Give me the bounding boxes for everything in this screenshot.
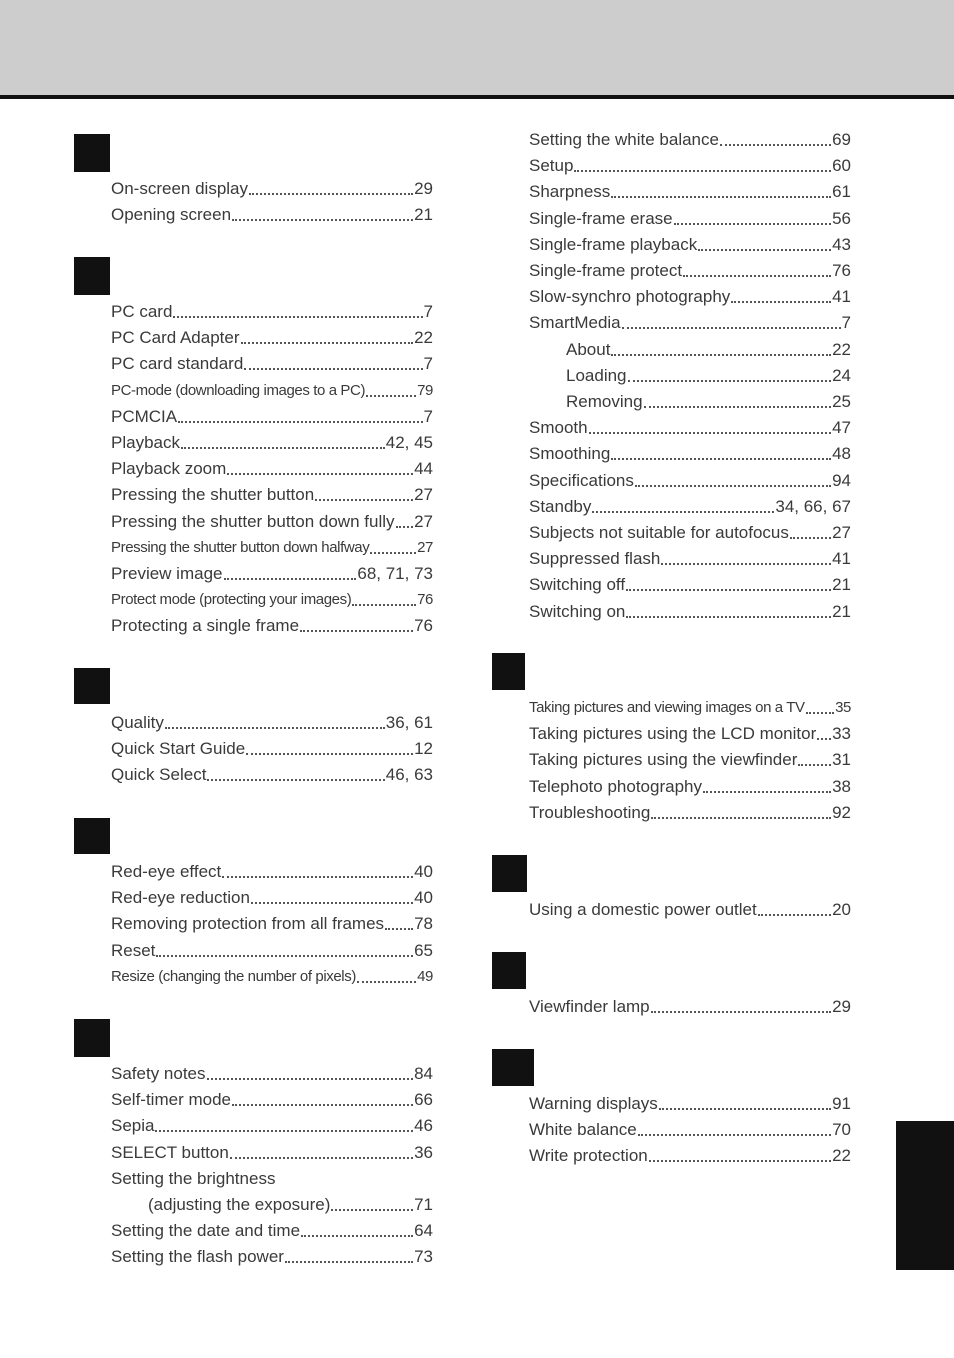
index-term: Preview image: [111, 564, 223, 583]
index-term: Standby: [529, 496, 592, 516]
index-entry: [111, 1194, 433, 1216]
page-number: 68, 71, 73: [357, 564, 433, 583]
page-number: 12: [414, 739, 433, 759]
index-entry: [529, 697, 851, 719]
page-number: 38: [832, 776, 851, 796]
index-entry: [529, 391, 851, 413]
dot-leader: [651, 1011, 831, 1013]
index-entry: [529, 996, 851, 1018]
page-number: 7: [423, 406, 433, 426]
index-term: On-screen display: [111, 179, 249, 198]
index-entry: [111, 615, 433, 637]
index-term: Quick Select: [111, 765, 207, 785]
index-term: Protect mode (protecting your images): [111, 591, 352, 609]
index-term: PC card: [111, 302, 173, 321]
dot-leader: [156, 955, 413, 957]
index-term: PCMCIA: [111, 406, 178, 426]
dot-leader: [165, 727, 385, 729]
index-term: Troubleshooting: [529, 802, 651, 822]
page-number: 24: [832, 365, 851, 385]
page-number: 7: [423, 354, 433, 374]
index-entry: [529, 548, 851, 570]
index-term: Write protection: [529, 1146, 648, 1166]
page-number: 43: [832, 234, 851, 254]
page-number: 49: [417, 967, 433, 985]
index-term: Setup: [529, 156, 574, 176]
header-band: [0, 0, 954, 95]
page-number: 66: [414, 1090, 433, 1110]
page-number: 46: [414, 1116, 433, 1136]
dot-leader: [315, 499, 413, 501]
page-number: 40: [414, 862, 433, 881]
index-entry: [529, 339, 851, 361]
index-term: Single-frame protect: [529, 261, 683, 280]
index-term: Playback: [111, 433, 180, 452]
index-term: PC-mode (downloading images to a PC): [111, 381, 366, 399]
dot-leader: [683, 275, 831, 277]
dot-leader: [352, 604, 416, 606]
dot-leader: [366, 395, 416, 397]
index-entry: [529, 776, 851, 798]
index-entry: [111, 887, 433, 909]
page-number: 71: [414, 1195, 433, 1214]
index-entry: [529, 365, 851, 387]
dot-leader: [181, 447, 385, 449]
dot-leader: [301, 1235, 413, 1237]
index-entry: [111, 589, 433, 611]
index-term: Resize (changing the number of pixels): [111, 967, 356, 985]
dot-leader: [635, 485, 831, 487]
index-entry: [111, 1063, 433, 1085]
header-rule: [0, 95, 954, 99]
index-term: Removing protection from all frames: [111, 914, 385, 934]
page-number: 56: [832, 208, 851, 228]
index-term: Quick Start Guide: [111, 739, 246, 759]
index-term: Pressing the shutter button down halfway: [111, 538, 370, 556]
dot-leader: [207, 1078, 414, 1080]
section-letter-block: [492, 1049, 534, 1086]
dot-leader: [622, 327, 841, 329]
index-entry: [111, 712, 433, 734]
index-entry: [111, 913, 433, 935]
page-number: 44: [414, 459, 433, 479]
index-term: PC Card Adapter: [111, 328, 240, 348]
page-number: 60: [832, 156, 851, 176]
index-term: Opening screen: [111, 205, 232, 225]
index-term: Warning displays: [529, 1094, 658, 1113]
index-term: PC card standard: [111, 354, 244, 374]
side-tab: [896, 1121, 954, 1270]
index-entry: [529, 1145, 851, 1167]
index-entry: [111, 178, 433, 200]
index-term: Smoothing: [529, 444, 611, 464]
index-term: Using a domestic power outlet: [529, 900, 757, 919]
page-number: 21: [414, 205, 433, 225]
dot-leader: [638, 1134, 831, 1136]
page-number: 47: [832, 418, 851, 438]
dot-leader: [232, 1104, 413, 1106]
index-entry: [529, 286, 851, 308]
index-term: Taking pictures using the LCD monitor: [529, 724, 817, 744]
index-entry: [529, 181, 851, 203]
page-number: 40: [414, 888, 433, 908]
index-term: Quality: [111, 713, 164, 732]
page-number: 73: [414, 1247, 433, 1267]
dot-leader: [703, 791, 831, 793]
page-number: 91: [832, 1094, 851, 1113]
index-term: Sharpness: [529, 182, 611, 202]
page-number: 27: [832, 523, 851, 542]
page-number: 31: [832, 750, 851, 770]
page-number: 70: [832, 1120, 851, 1140]
page-number: 84: [414, 1064, 433, 1083]
index-entry: [529, 496, 851, 518]
index-term: Pressing the shutter button: [111, 485, 315, 505]
dot-leader: [758, 914, 831, 916]
dot-leader: [731, 301, 831, 303]
page-number: 7: [841, 313, 851, 333]
page-number: 69: [832, 130, 851, 149]
dot-leader: [331, 1209, 413, 1211]
dot-leader: [651, 817, 831, 819]
index-entry: [529, 574, 851, 596]
dot-leader: [178, 421, 422, 423]
page-number: 61: [832, 182, 851, 202]
index-entry: [111, 738, 433, 760]
index-entry: [111, 764, 433, 786]
dot-leader: [611, 196, 831, 198]
dot-leader: [207, 779, 384, 781]
page-number: 79: [417, 381, 433, 399]
index-entry: [529, 443, 851, 465]
index-term: Telephoto photography: [529, 776, 702, 796]
index-term: Setting the white balance: [529, 130, 719, 149]
dot-leader: [385, 928, 413, 930]
index-term: Safety notes: [111, 1064, 206, 1083]
dot-leader: [611, 354, 831, 356]
index-entry: [111, 1115, 433, 1137]
index-entry: [111, 940, 433, 962]
dot-leader: [222, 876, 413, 878]
dot-leader: [817, 738, 831, 740]
dot-leader: [592, 511, 774, 513]
dot-leader: [285, 1261, 413, 1263]
page-number: 27: [417, 538, 433, 556]
page-number: 34, 66, 67: [775, 496, 851, 516]
page-number: 41: [832, 549, 851, 569]
dot-leader: [589, 432, 831, 434]
page-number: 35: [835, 699, 851, 716]
index-entry: [111, 301, 433, 323]
dot-leader: [173, 316, 422, 318]
dot-leader: [628, 380, 832, 382]
index-entry: [111, 511, 433, 533]
index-term: SmartMedia: [529, 313, 621, 333]
page-number: 33: [832, 724, 851, 744]
section-letter-block: [74, 668, 110, 704]
index-entry: [529, 802, 851, 824]
dot-leader: [357, 981, 416, 983]
index-entry: [111, 204, 433, 226]
dot-leader: [246, 753, 413, 755]
page-number: 27: [414, 485, 433, 505]
section-letter-block: [74, 818, 110, 854]
index-entry: [111, 861, 433, 883]
dot-leader: [798, 764, 831, 766]
index-entry: [111, 484, 433, 506]
index-entry: [529, 234, 851, 256]
index-term: Single-frame playback: [529, 234, 698, 254]
index-entry: [529, 899, 851, 921]
section-letter-block: [74, 257, 110, 295]
section-letter-block: [492, 855, 527, 892]
page-number: 29: [832, 997, 851, 1016]
page-number: 76: [832, 261, 851, 280]
dot-leader: [224, 578, 357, 580]
index-entry: [529, 1093, 851, 1115]
index-term: Playback zoom: [111, 459, 227, 479]
index-entry: [111, 1246, 433, 1268]
index-entry: [111, 1089, 433, 1111]
index-term: Red-eye effect: [111, 862, 222, 881]
page-number: 7: [423, 302, 433, 321]
index-term: Specifications: [529, 470, 634, 490]
index-entry: [111, 1168, 433, 1190]
dot-leader: [720, 144, 831, 146]
index-term: Red-eye reduction: [111, 888, 250, 908]
index-term: White balance: [529, 1120, 637, 1140]
page-number: 76: [417, 591, 433, 609]
page-number: 22: [832, 339, 851, 359]
page-number: 42, 45: [385, 433, 433, 452]
index-term: Protecting a single frame: [111, 616, 300, 636]
index-entry: [111, 406, 433, 428]
index-term: Loading: [566, 365, 627, 385]
index-term: Switching on: [529, 601, 626, 621]
index-entry: [529, 208, 851, 230]
index-entry: [529, 470, 851, 492]
index-term: Self-timer mode: [111, 1090, 231, 1110]
index-term: Viewfinder lamp: [529, 997, 650, 1016]
index-term: Reset: [111, 940, 156, 960]
index-entry: [111, 1142, 433, 1164]
page-number: 65: [414, 940, 433, 960]
page-number: 22: [832, 1146, 851, 1166]
index-entry: [111, 537, 433, 559]
page-number: 64: [414, 1221, 433, 1241]
dot-leader: [698, 249, 831, 251]
dot-leader: [674, 223, 831, 225]
dot-leader: [806, 712, 835, 714]
page-number: 36, 61: [385, 713, 433, 732]
dot-leader: [574, 170, 831, 172]
page-number: 41: [832, 287, 851, 307]
index-entry: [111, 327, 433, 349]
page-number: 25: [832, 392, 851, 411]
index-entry: [529, 522, 851, 544]
page-number: 94: [832, 470, 851, 490]
page-number: 92: [832, 802, 851, 822]
dot-leader: [155, 1130, 413, 1132]
index-term: Setting the brightness: [111, 1168, 276, 1188]
index-entry: [111, 966, 433, 988]
index-entry: [111, 1220, 433, 1242]
dot-leader: [790, 537, 831, 539]
index-entry: [529, 129, 851, 151]
index-entry: [111, 353, 433, 375]
index-entry: [529, 749, 851, 771]
page-number: 21: [832, 601, 851, 621]
dot-leader: [227, 473, 413, 475]
dot-leader: [251, 902, 413, 904]
index-entry: [111, 432, 433, 454]
page-number: 21: [832, 575, 851, 595]
index-term: Subjects not suitable for autofocus: [529, 523, 789, 542]
page-number: 48: [832, 444, 851, 464]
dot-leader: [230, 1157, 413, 1159]
index-entry: [529, 601, 851, 623]
page-number: 76: [414, 616, 433, 636]
index-entry: [529, 417, 851, 439]
dot-leader: [611, 458, 831, 460]
page-number: 29: [414, 179, 433, 198]
index-term: Pressing the shutter button down fully: [111, 511, 395, 531]
page-number: 22: [414, 328, 433, 348]
dot-leader: [396, 526, 414, 528]
dot-leader: [661, 563, 831, 565]
page-number: 36: [414, 1142, 433, 1162]
dot-leader: [244, 368, 422, 370]
index-entry: [529, 155, 851, 177]
dot-leader: [249, 193, 413, 195]
index-entry: [529, 260, 851, 282]
section-letter-block: [492, 952, 526, 989]
index-term: Setting the flash power: [111, 1247, 284, 1267]
section-letter-block: [492, 653, 525, 690]
section-letter-block: [74, 1019, 110, 1057]
dot-leader: [644, 406, 832, 408]
index-term: Taking pictures using the viewfinder: [529, 750, 798, 770]
index-term: About: [566, 339, 611, 359]
index-entry: [529, 723, 851, 745]
index-entry: [529, 312, 851, 334]
index-term: Slow-synchro photography: [529, 287, 731, 307]
dot-leader: [626, 616, 831, 618]
page-number: 20: [832, 900, 851, 919]
dot-leader: [241, 342, 414, 344]
index-entry: [111, 458, 433, 480]
index-term: Switching off: [529, 575, 626, 595]
dot-leader: [659, 1108, 831, 1110]
index-term: Taking pictures and viewing images on a TV: [529, 699, 805, 716]
index-term: Smooth: [529, 418, 588, 438]
index-term: Removing: [566, 392, 643, 411]
index-term: (adjusting the exposure): [148, 1195, 331, 1214]
dot-leader: [626, 589, 831, 591]
index-entry: [111, 563, 433, 585]
dot-leader: [649, 1160, 831, 1162]
index-term: Single-frame erase: [529, 208, 673, 228]
index-term: SELECT button: [111, 1142, 229, 1162]
index-entry: [529, 1119, 851, 1141]
index-term: Suppressed flash: [529, 549, 661, 569]
dot-leader: [370, 552, 416, 554]
page-number: 78: [414, 914, 433, 934]
index-entry: [111, 380, 433, 402]
page-number: 27: [414, 511, 433, 531]
index-term: Sepia: [111, 1116, 155, 1136]
index-term: Setting the date and time: [111, 1221, 301, 1241]
dot-leader: [232, 219, 413, 221]
page-number: 46, 63: [385, 765, 433, 785]
dot-leader: [300, 630, 413, 632]
section-letter-block: [74, 134, 110, 172]
